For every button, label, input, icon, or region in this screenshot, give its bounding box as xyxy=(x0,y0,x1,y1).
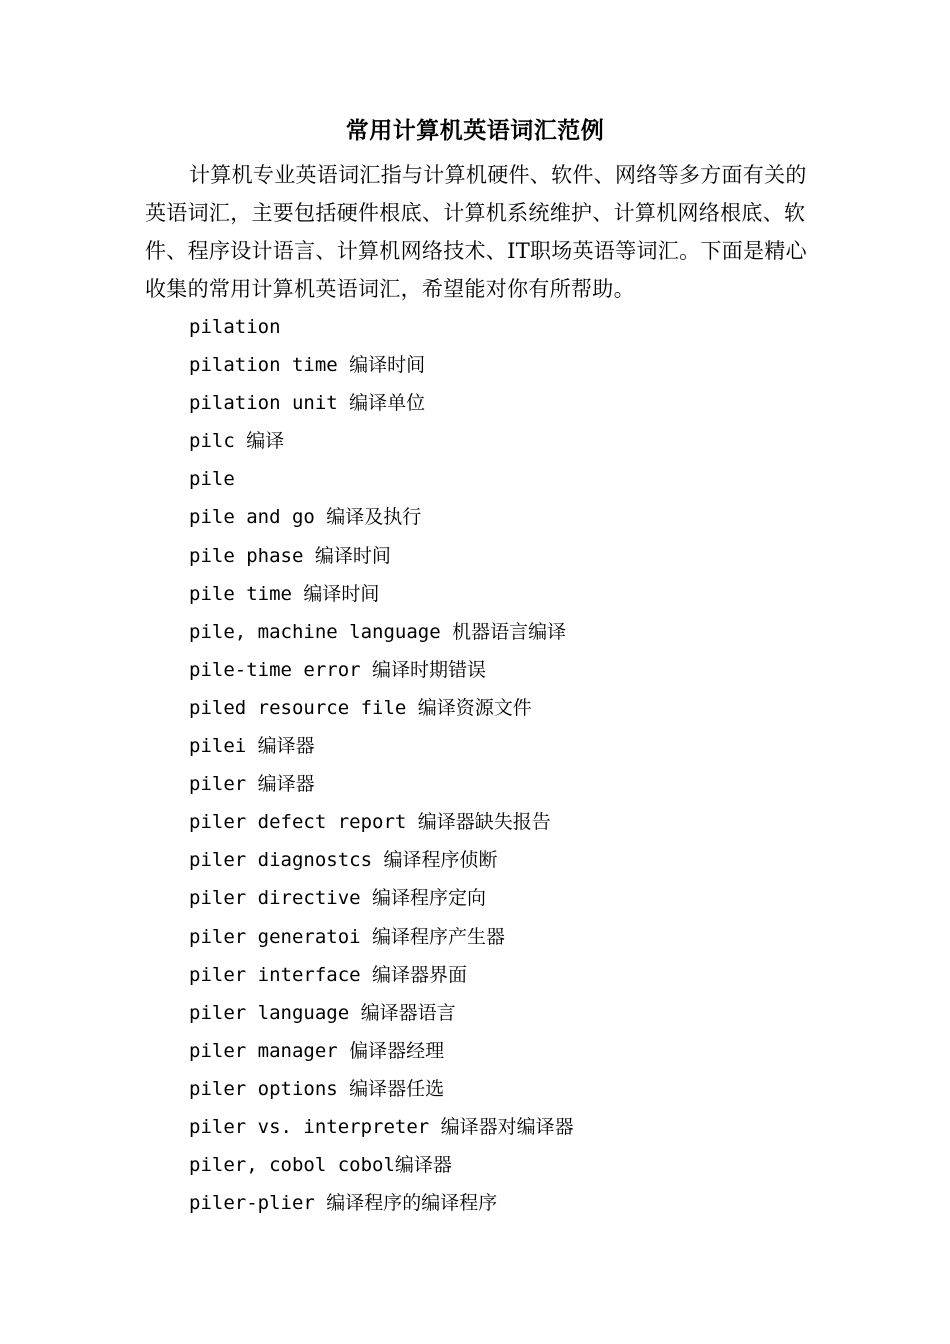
term-item: pile, machine language 机器语言编译 xyxy=(189,620,567,643)
term-item: pile and go 编译及执行 xyxy=(189,506,422,529)
term-item: pile phase 编译时间 xyxy=(189,544,391,567)
term-item: pile-time error 编译时期错误 xyxy=(189,658,487,681)
term-item: piler diagnostcs 编译程序侦断 xyxy=(189,849,498,872)
term-item: piler, cobol cobol编译器 xyxy=(189,1154,452,1177)
term-item: piler-plier 编译程序的编译程序 xyxy=(189,1192,498,1215)
term-item: piled resource file 编译资源文件 xyxy=(189,696,532,719)
term-item: piler directive 编译程序定向 xyxy=(189,887,487,910)
term-item: pile time 编译时间 xyxy=(189,582,380,605)
term-item: piler generatoi 编译程序产生器 xyxy=(189,925,506,948)
term-item: piler options 编译器任选 xyxy=(189,1077,445,1100)
intro-paragraph: 计算机专业英语词汇指与计算机硬件、软件、网络等多方面有关的英语词汇，主要包括硬件根底、计算机系统维护、计算机网络根底、软件、程序设计语言、计算机网络技术、IT职场英语等词汇。下面是精心收集的常用计算机英语词汇，希望能对你有所帮助。 xyxy=(145,163,807,301)
term-item: pilation time 编译时间 xyxy=(189,354,426,377)
document-title: 常用计算机英语词汇范例 xyxy=(345,118,605,144)
term-item: piler defect report 编译器缺失报告 xyxy=(189,811,551,834)
term-item: pilation xyxy=(189,316,281,338)
term-item: piler interface 编译器界面 xyxy=(189,963,468,986)
term-item: pilation unit 编译单位 xyxy=(189,392,426,415)
term-item: piler 编译器 xyxy=(189,773,315,796)
term-item: piler vs. interpreter 编译器对编译器 xyxy=(189,1115,574,1138)
term-list xyxy=(189,308,574,1222)
term-item: pilei 编译器 xyxy=(189,735,315,758)
term-item: piler language 编译器语言 xyxy=(189,1001,456,1024)
term-item: pile xyxy=(189,468,235,491)
term-item: pilc 编译 xyxy=(189,430,285,453)
term-item: piler manager 偏译器经理 xyxy=(189,1039,445,1062)
